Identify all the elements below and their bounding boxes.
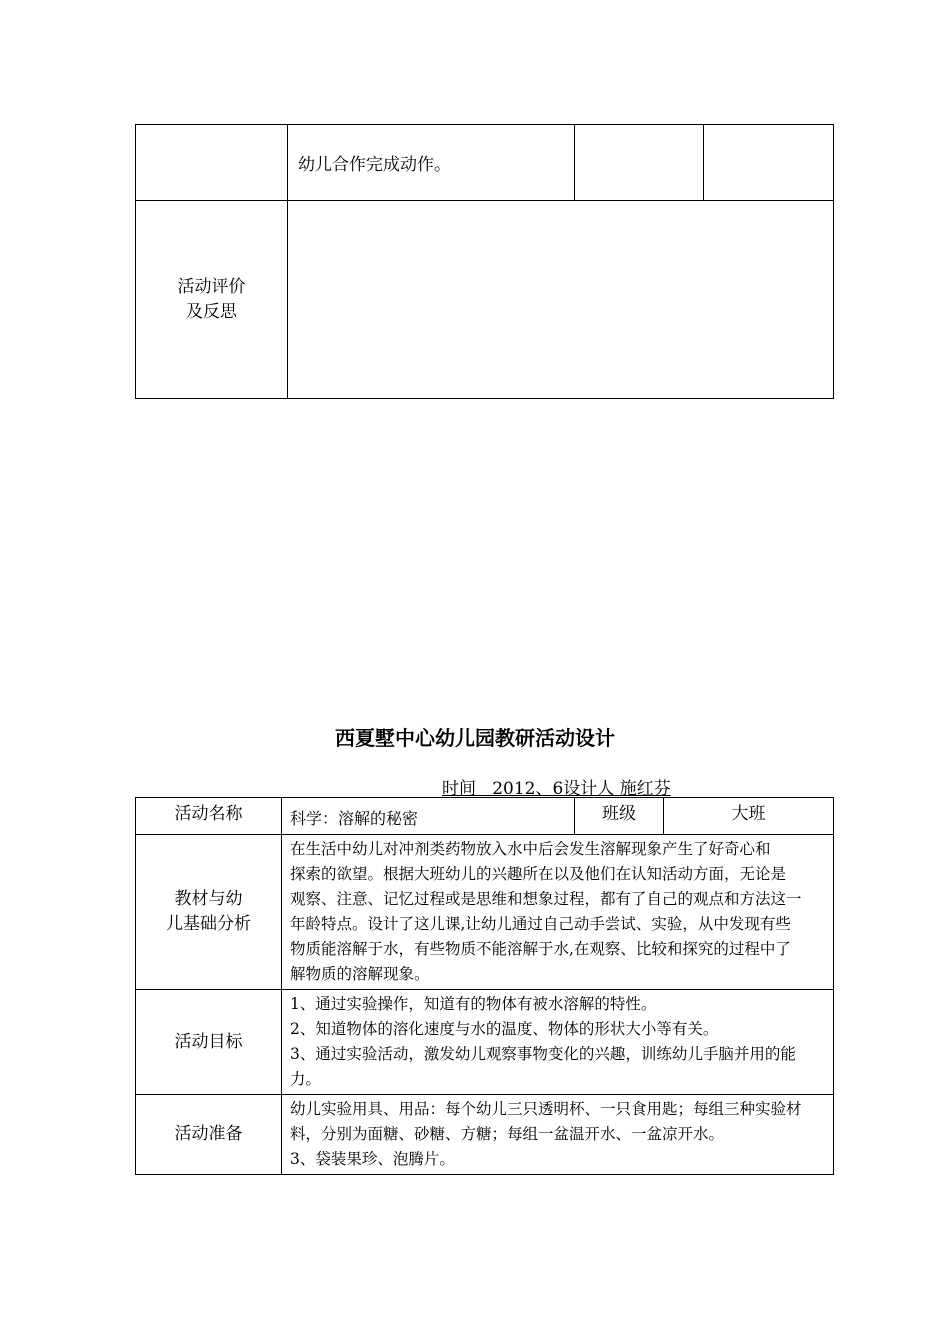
designer-value: 施红芬 bbox=[619, 779, 671, 799]
empty-cell bbox=[575, 125, 704, 201]
analysis-line: 年龄特点。设计了这儿课,让幼儿通过自己动手尝试、实验，从中发现有些 bbox=[290, 915, 791, 933]
designer-label: 设计人 bbox=[563, 779, 615, 799]
activity-name-value bbox=[282, 798, 575, 835]
analysis-label bbox=[136, 835, 282, 990]
evaluation-table bbox=[135, 124, 834, 399]
evaluation-label-line2: 及反思 bbox=[186, 301, 237, 322]
goal-line: 2、知道物体的溶化速度与水的温度、物体的形状大小等有关。 bbox=[290, 1020, 719, 1038]
prep-label: 活动准备 bbox=[136, 1095, 282, 1175]
evaluation-content-cell bbox=[288, 201, 834, 399]
goals-content bbox=[282, 990, 834, 1095]
goal-line: 3、通过实验活动，激发幼儿观察事物变化的兴趣，训练幼儿手脑并用的能 bbox=[290, 1045, 796, 1063]
analysis-content bbox=[282, 835, 834, 990]
cooperation-cell: 幼儿合作完成动作。 bbox=[288, 125, 575, 201]
analysis-line: 探索的欲望。根据大班幼儿的兴趣所在以及他们在认知活动方面，无论是 bbox=[290, 865, 787, 883]
prep-content bbox=[282, 1095, 834, 1175]
table-row bbox=[136, 990, 834, 1095]
goals-label: 活动目标 bbox=[136, 990, 282, 1095]
time-label: 时间 bbox=[442, 779, 476, 799]
evaluation-label bbox=[136, 201, 288, 399]
table-row bbox=[136, 201, 834, 399]
empty-cell bbox=[136, 125, 288, 201]
analysis-line: 解物质的溶解现象。 bbox=[290, 965, 430, 983]
table-row bbox=[136, 125, 834, 201]
prep-line: 3、袋装果珍、泡腾片。 bbox=[290, 1150, 455, 1168]
evaluation-label-line1: 活动评价 bbox=[177, 276, 246, 297]
empty-cell bbox=[704, 125, 834, 201]
analysis-line: 物质能溶解于水，有些物质不能溶解于水,在观察、比较和探究的过程中了 bbox=[290, 940, 791, 958]
table-row bbox=[136, 1095, 834, 1175]
analysis-label-line2: 儿基础分析 bbox=[166, 914, 251, 934]
activity-name-text: 科学：溶解的秘密 bbox=[290, 809, 419, 828]
activity-name-label: 活动名称 bbox=[136, 798, 282, 835]
activity-table bbox=[135, 797, 834, 1175]
table-row bbox=[136, 835, 834, 990]
goal-line: 力。 bbox=[290, 1070, 322, 1088]
analysis-label-line1: 教材与幼 bbox=[174, 889, 243, 909]
analysis-line: 观察、注意、记忆过程或是思维和想象过程，都有了自己的观点和方法这一 bbox=[290, 890, 802, 908]
time-value: 2012、6 bbox=[492, 779, 564, 799]
class-label: 班级 bbox=[575, 798, 664, 835]
meta-line bbox=[442, 774, 671, 799]
prep-line: 幼儿实验用具、用品：每个幼儿三只透明杯、一只食用匙；每组三种实验材 bbox=[290, 1100, 802, 1118]
analysis-line: 在生活中幼儿对冲剂类药物放入水中后会发生溶解现象产生了好奇心和 bbox=[290, 840, 771, 858]
goal-line: 1、通过实验操作，知道有的物体有被水溶解的特性。 bbox=[290, 995, 657, 1013]
table-row bbox=[136, 798, 834, 835]
class-value: 大班 bbox=[664, 798, 834, 835]
page-title: 西夏墅中心幼儿园教研活动设计 bbox=[335, 726, 615, 750]
prep-line: 料，分别为面糖、砂糖、方糖；每组一盆温开水、一盆凉开水。 bbox=[290, 1125, 725, 1143]
